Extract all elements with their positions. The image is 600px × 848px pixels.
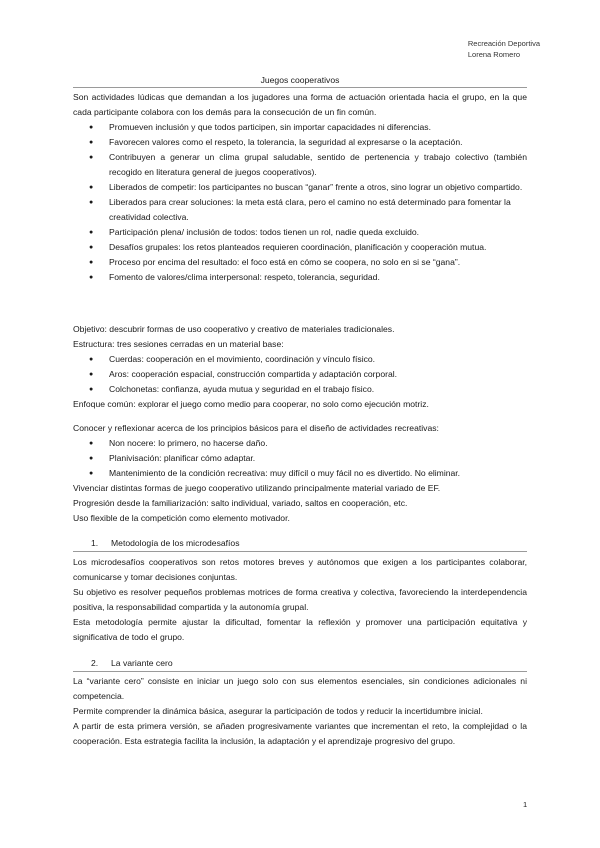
list-item: ● Contribuyen a generar un clima grupal saludable, sentido de pertenencia y trabajo colectivo (también recogido en literatura general de juegos cooperativos). — [89, 150, 527, 180]
list-item: ● Aros: cooperación espacial, construcción compartida y adaptación corporal. — [89, 367, 527, 382]
header-course: Recreación Deportiva — [467, 39, 540, 48]
list-item: ● Participación plena/ inclusión de todos: todos tienen un rol, nadie queda excluido. — [89, 225, 527, 240]
list-item: ● Promueven inclusión y que todos participen, sin importar capacidades ni diferencias. — [89, 120, 527, 135]
section-2-paragraph: Permite comprender la dinámica básica, asegurar la participación de todos y reducir la incertidumbre inicial. — [73, 706, 483, 716]
list-item: ● Cuerdas: cooperación en el movimiento, coordinación y vínculo físico. — [89, 352, 527, 367]
list-item: ● Colchonetas: confianza, ayuda mutua y seguridad en el trabajo físico. — [89, 382, 527, 397]
focus-line: Enfoque común: explorar el juego como medio para cooperar, no solo como ejecución motriz. — [73, 399, 429, 409]
section-2-paragraph: A partir de esta primera versión, se añaden progresivamente variantes que incrementan el reto, la complejidad o la cooperación. Esta estrategia facilita la inclusión, la adaptación y el aprendizaje progresivo del grupo. — [73, 721, 527, 746]
title-rule — [73, 87, 527, 88]
section-1-body — [73, 555, 527, 645]
section-1-heading — [91, 536, 240, 551]
header-author: Lorena Romero — [467, 50, 520, 59]
list-item: ● Desafíos grupales: los retos planteados requieren coordinación, planificación y cooperación mutua. — [89, 240, 527, 255]
principles-bullet-list — [73, 436, 527, 481]
structure-bullet-list — [73, 352, 527, 397]
section-2-paragraph: La “variante cero” consiste en iniciar un juego solo con sus elementos esenciales, sin condiciones adicionales ni competencia. — [73, 676, 527, 701]
section-1-paragraph: Su objetivo es resolver pequeños problemas motrices de forma creativa y colectiva, favoreciendo la interdependencia positiva, la responsabilidad compartida y la autonomía grupal. — [73, 587, 527, 612]
section-1-paragraph: Esta metodología permite ajustar la dificultad, fomentar la reflexión y promover una participación equitativa y significativa de todo el grupo. — [73, 617, 527, 642]
extra-line: Progresión desde la familiarización: salto individual, variado, saltos en cooperación, etc. — [73, 498, 408, 508]
list-item: ● Planivisación: planificar cómo adaptar. — [89, 451, 527, 466]
list-item: ● Liberados para crear soluciones: la meta está clara, pero el camino no está determinado para fomentar la creatividad colectiva. — [89, 195, 527, 225]
section-2-rule — [73, 671, 527, 672]
list-item: ● Mantenimiento de la condición recreativa: muy difícil o muy fácil no es divertido. No eliminar. — [89, 466, 527, 481]
structure-line: Estructura: tres sesiones cerradas en un material base: — [73, 339, 284, 349]
intro-paragraph: Son actividades lúdicas que demandan a los jugadores una forma de actuación orientada hacia el grupo, en la que cada participante colabora con los demás para la consecución de un fin común. — [73, 92, 527, 117]
document-title: Juegos cooperativos — [260, 75, 340, 85]
section-1-paragraph: Los microdesafíos cooperativos son retos motores breves y autónomos que exigen a los participantes colaborar, comunicarse y tomar decisiones conjuntas. — [73, 557, 527, 582]
section-1-title: Metodología de los microdesafíos — [111, 538, 240, 548]
section-1-number: 1. — [91, 538, 99, 548]
principles-intro: Conocer y reflexionar acerca de los principios básicos para el diseño de actividades recreativas: — [73, 423, 439, 433]
section-2-title: La variante cero — [111, 658, 173, 668]
list-item: ● Liberados de competir: los participantes no buscan “ganar” frente a otros, sino lograr un objetivo compartido. — [89, 180, 527, 195]
section-2-body — [73, 674, 527, 749]
list-item: ● Non nocere: lo primero, no hacerse daño. — [89, 436, 527, 451]
list-item: ● Fomento de valores/clima interpersonal: respeto, tolerancia, seguridad. — [89, 270, 527, 285]
extra-line: Vivenciar distintas formas de juego cooperativo utilizando principalmente material variado de EF. — [73, 483, 441, 493]
principles-block — [73, 421, 527, 526]
section-1-rule — [73, 551, 527, 552]
list-item: ● Favorecen valores como el respeto, la tolerancia, la seguridad al expresarse o la aceptación. — [89, 135, 527, 150]
objective-line: Objetivo: descubrir formas de uso cooperativo y creativo de materiales tradicionales. — [73, 324, 395, 334]
section-2-heading — [91, 656, 173, 671]
page-number: 1 — [523, 800, 528, 809]
list-item: ● Proceso por encima del resultado: el foco está en cómo se coopera, no solo en si se “gana”. — [89, 255, 527, 270]
intro-block — [73, 90, 527, 285]
intro-bullet-list — [73, 120, 527, 285]
objective-block — [73, 322, 527, 412]
extra-line: Uso flexible de la competición como elemento motivador. — [73, 513, 290, 523]
page-header — [468, 38, 540, 60]
section-2-number: 2. — [91, 658, 99, 668]
